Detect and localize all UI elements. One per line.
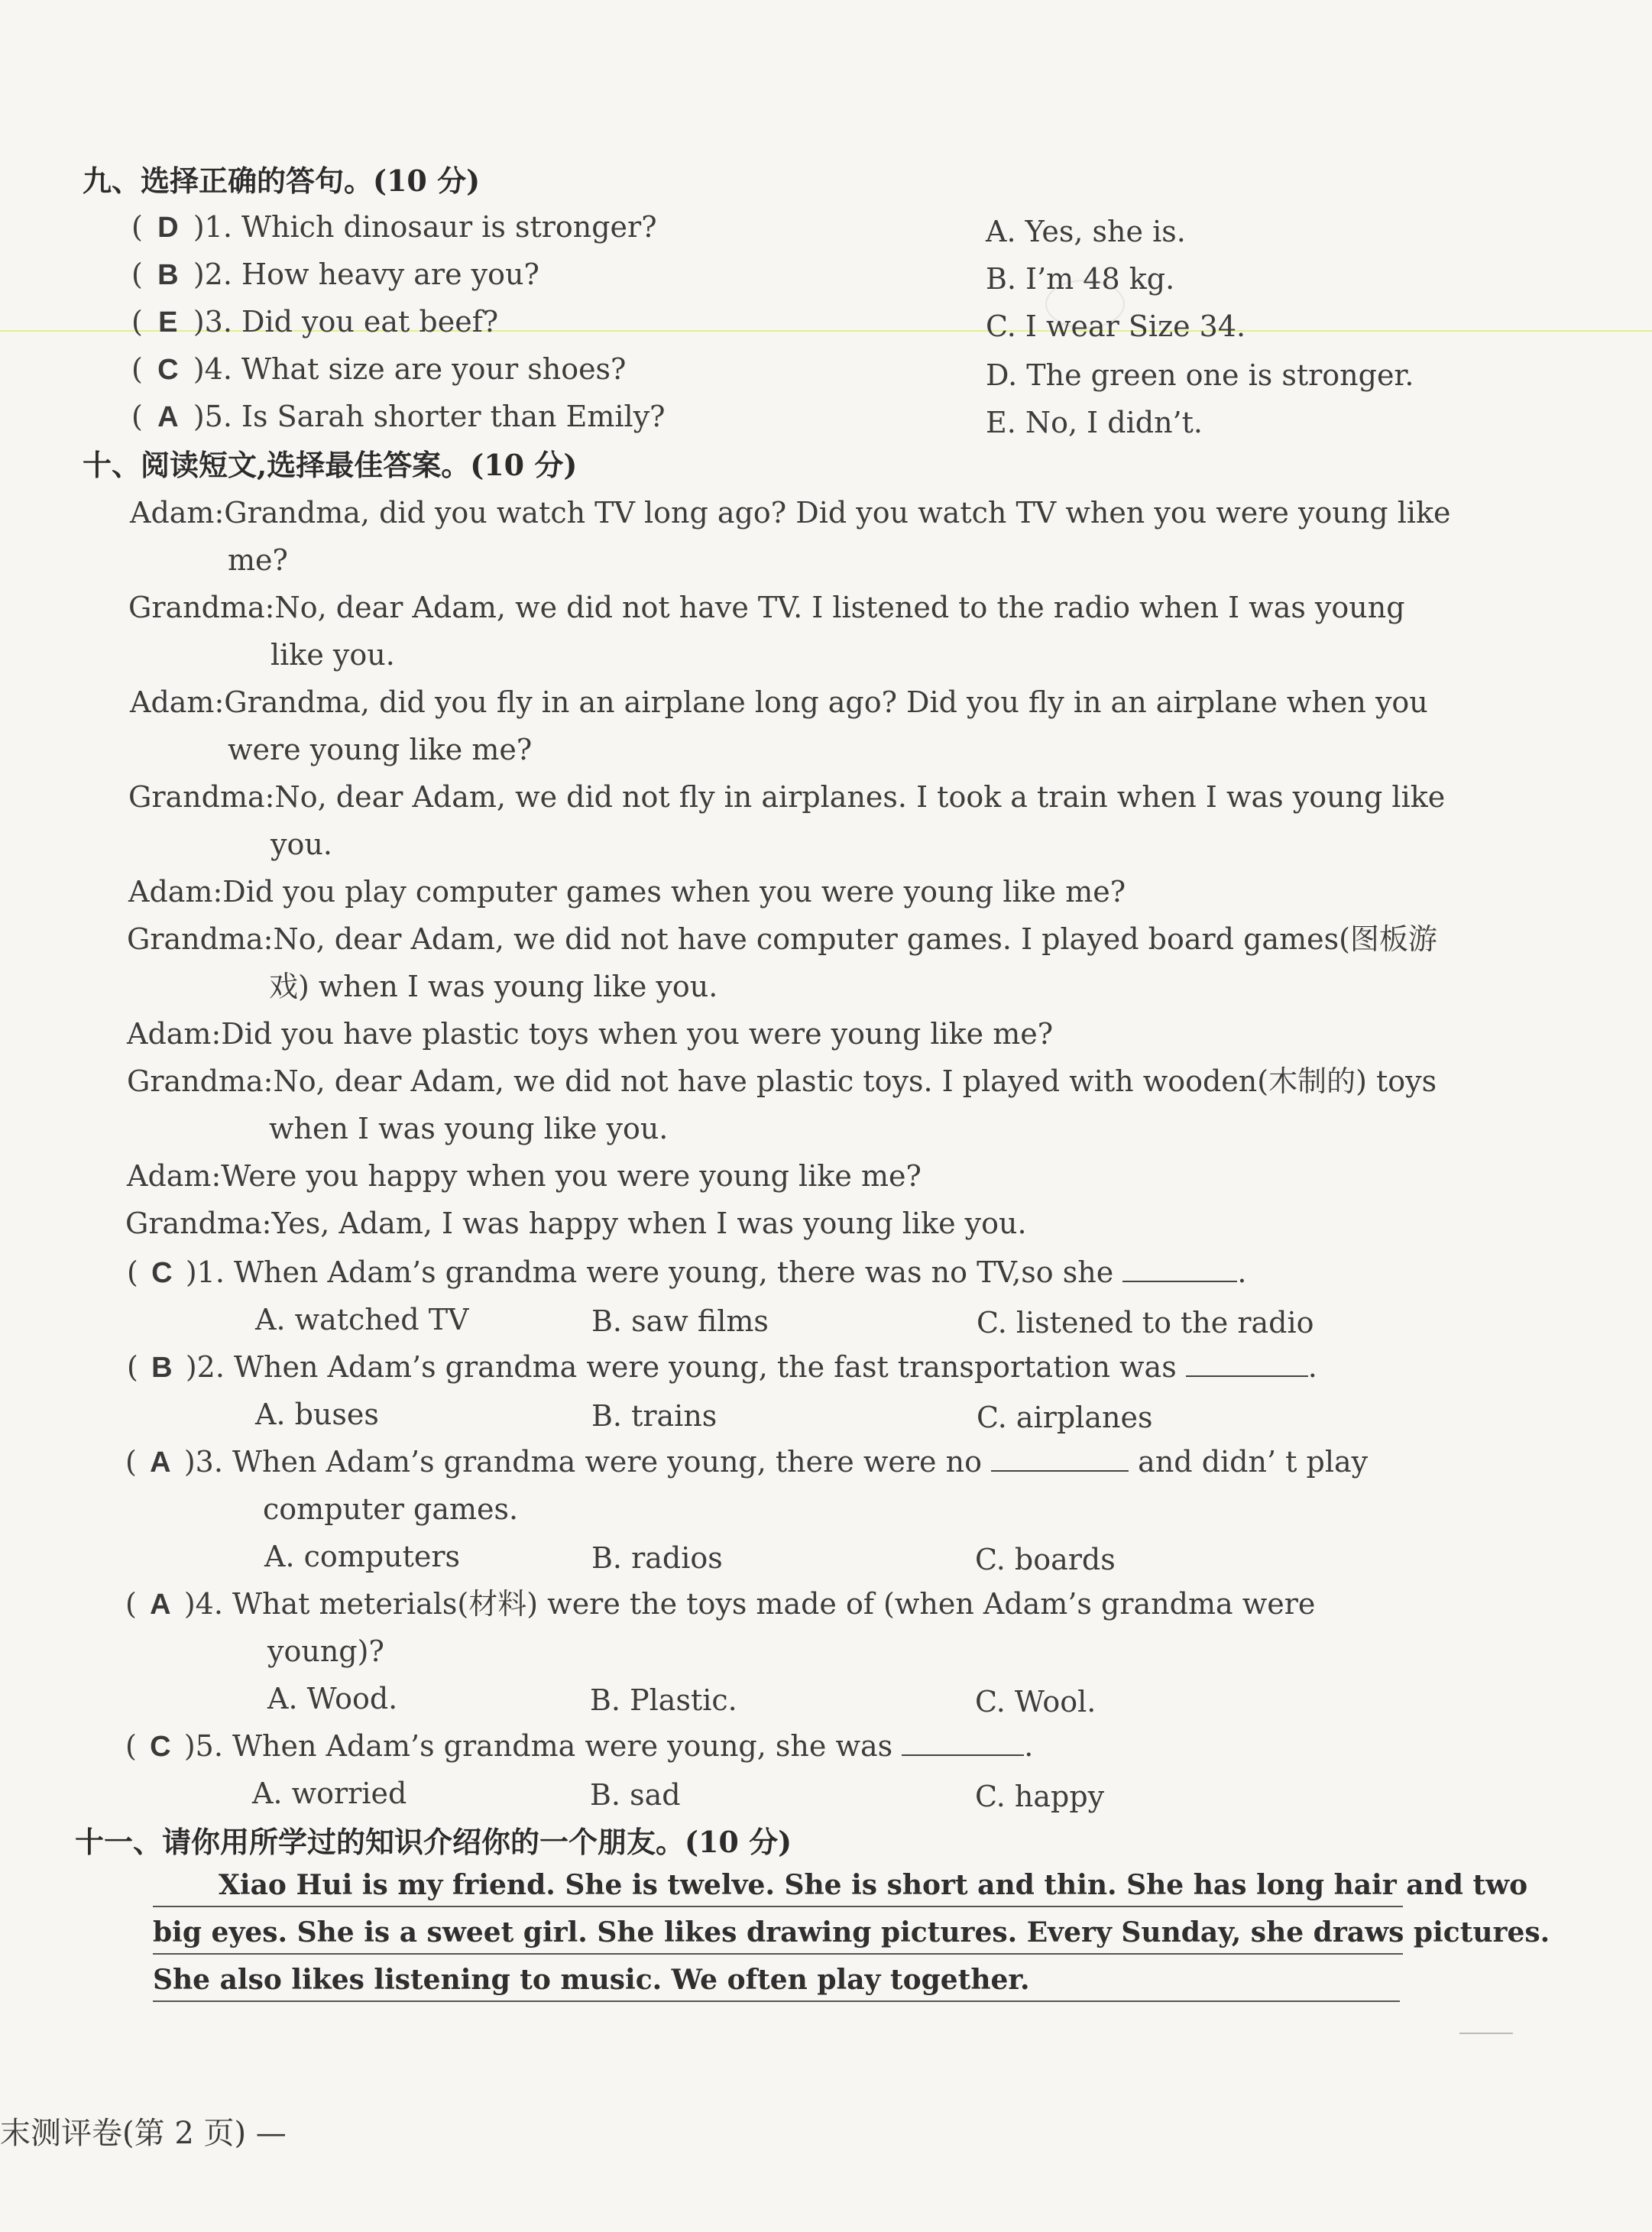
dialogue-line: Adam:Did you play computer games when you were young like me? [128,875,1126,909]
q3-option-a: A. computers [264,1540,461,1573]
q3-option-c: C. boards [975,1543,1116,1576]
margin-mark [1459,2033,1513,2034]
answer-blank [902,1732,1024,1756]
answer-letter: C [150,1731,171,1763]
dialogue-line: Grandma:No, dear Adam, we did not fly in airplanes. I took a train when I was young like [128,780,1446,814]
section-10-title: 十、阅读短文,选择最佳答案。(10 分) [83,448,578,482]
reading-question-3: ( A )3. When Adam’s grandma were young, there were no and didn’ t play [125,1445,1369,1479]
answer-letter: A [150,1446,171,1479]
reading-question-4: ( A )4. What meterials(材料) were the toys made of (when Adam’s grandma were [125,1587,1316,1621]
q2-option-c: C. airplanes [977,1401,1153,1434]
q4-option-a: A. Wood. [267,1682,398,1715]
reading-question-2: ( B )2. When Adam’s grandma were young, the fast transportation was . [127,1350,1317,1384]
answer-letter: B [151,1352,173,1384]
answer-letter: B [157,259,179,291]
dialogue-line: Grandma:No, dear Adam, we did not have computer games. I played board games(图板游 [127,922,1437,956]
answer-letter: E [158,306,178,339]
option-text: C. I wear Size 34. [986,309,1246,343]
dialogue-line: Adam:Grandma, did you watch TV long ago? Did you watch TV when you were young like [130,496,1451,530]
q5-option-c: C. happy [975,1780,1105,1813]
essay-line: She also likes listening to music. We often play together. [153,1964,1030,1996]
dialogue-line-cont: were young like me? [228,733,533,766]
dialogue-line-cont: you. [270,828,332,861]
writing-line [153,1906,1403,1907]
dialogue-line-cont: like you. [270,638,395,672]
option-text: D. The green one is stronger. [986,358,1414,392]
q4-option-b: B. Plastic. [590,1683,737,1717]
q1-option-b: B. saw films [591,1304,769,1338]
dialogue-line: Adam:Did you have plastic toys when you were young like me? [127,1017,1054,1051]
answer-letter: C [151,1257,173,1289]
q3-option-b: B. radios [591,1541,723,1575]
q4-option-c: C. Wool. [975,1685,1096,1719]
writing-line [153,1953,1403,1955]
dialogue-line: Grandma:No, dear Adam, we did not have TV. I listened to the radio when I was young [128,591,1405,624]
question-row: ( D )1. Which dinosaur is stronger? [131,210,657,244]
question-row: ( A )5. Is Sarah shorter than Emily? [131,400,666,433]
answer-letter: D [157,212,179,244]
writing-line [153,2000,1400,2002]
page-footer: 末测评卷(第 2 页) — [0,2116,287,2151]
dialogue-line: Adam:Grandma, did you fly in an airplane long ago? Did you fly in an airplane when you [130,685,1428,719]
dialogue-line-cont: me? [228,543,288,577]
essay-line: big eyes. She is a sweet girl. She likes drawing pictures. Every Sunday, she draws pictures. [153,1916,1550,1949]
q5-option-a: A. worried [252,1777,407,1810]
question-row: ( C )4. What size are your shoes? [131,352,627,386]
q5-option-b: B. sad [590,1778,681,1812]
answer-letter: A [150,1589,171,1621]
q1-option-c: C. listened to the radio [977,1306,1314,1340]
reading-question-5: ( C )5. When Adam’s grandma were young, she was . [125,1729,1034,1763]
section-11-title: 十一、请你用所学过的知识介绍你的一个朋友。(10 分) [75,1825,792,1859]
dialogue-line: Adam:Were you happy when you were young like me? [127,1159,922,1193]
question-row: ( E )3. Did you eat beef? [131,305,499,339]
answer-blank [1186,1352,1308,1377]
option-text: E. No, I didn’t. [986,406,1203,439]
answer-blank [1122,1258,1237,1282]
answer-blank [991,1447,1129,1472]
reading-question-4-cont: young)? [267,1634,384,1668]
answer-letter: C [157,354,179,386]
dialogue-line-cont: 戏) when I was young like you. [269,970,718,1003]
dialogue-line: Grandma:Yes, Adam, I was happy when I was young like you. [125,1207,1027,1240]
q2-option-b: B. trains [591,1399,717,1433]
section-9-title: 九、选择正确的答句。(10 分) [83,164,481,198]
question-row: ( B )2. How heavy are you? [131,258,539,291]
dialogue-line: Grandma:No, dear Adam, we did not have plastic toys. I played with wooden(木制的) toys [127,1064,1437,1098]
option-text: A. Yes, she is. [986,215,1186,248]
q1-option-a: A. watched TV [255,1303,469,1336]
reading-question-1: ( C )1. When Adam’s grandma were young, there was no TV,so she . [127,1255,1247,1289]
answer-letter: A [157,401,179,433]
option-text: B. I’m 48 kg. [986,262,1175,296]
reading-question-3-cont: computer games. [263,1492,519,1526]
essay-line: Xiao Hui is my friend. She is twelve. She is short and thin. She has long hair and two [219,1869,1528,1901]
q2-option-a: A. buses [255,1398,379,1431]
dialogue-line-cont: when I was young like you. [269,1112,669,1145]
